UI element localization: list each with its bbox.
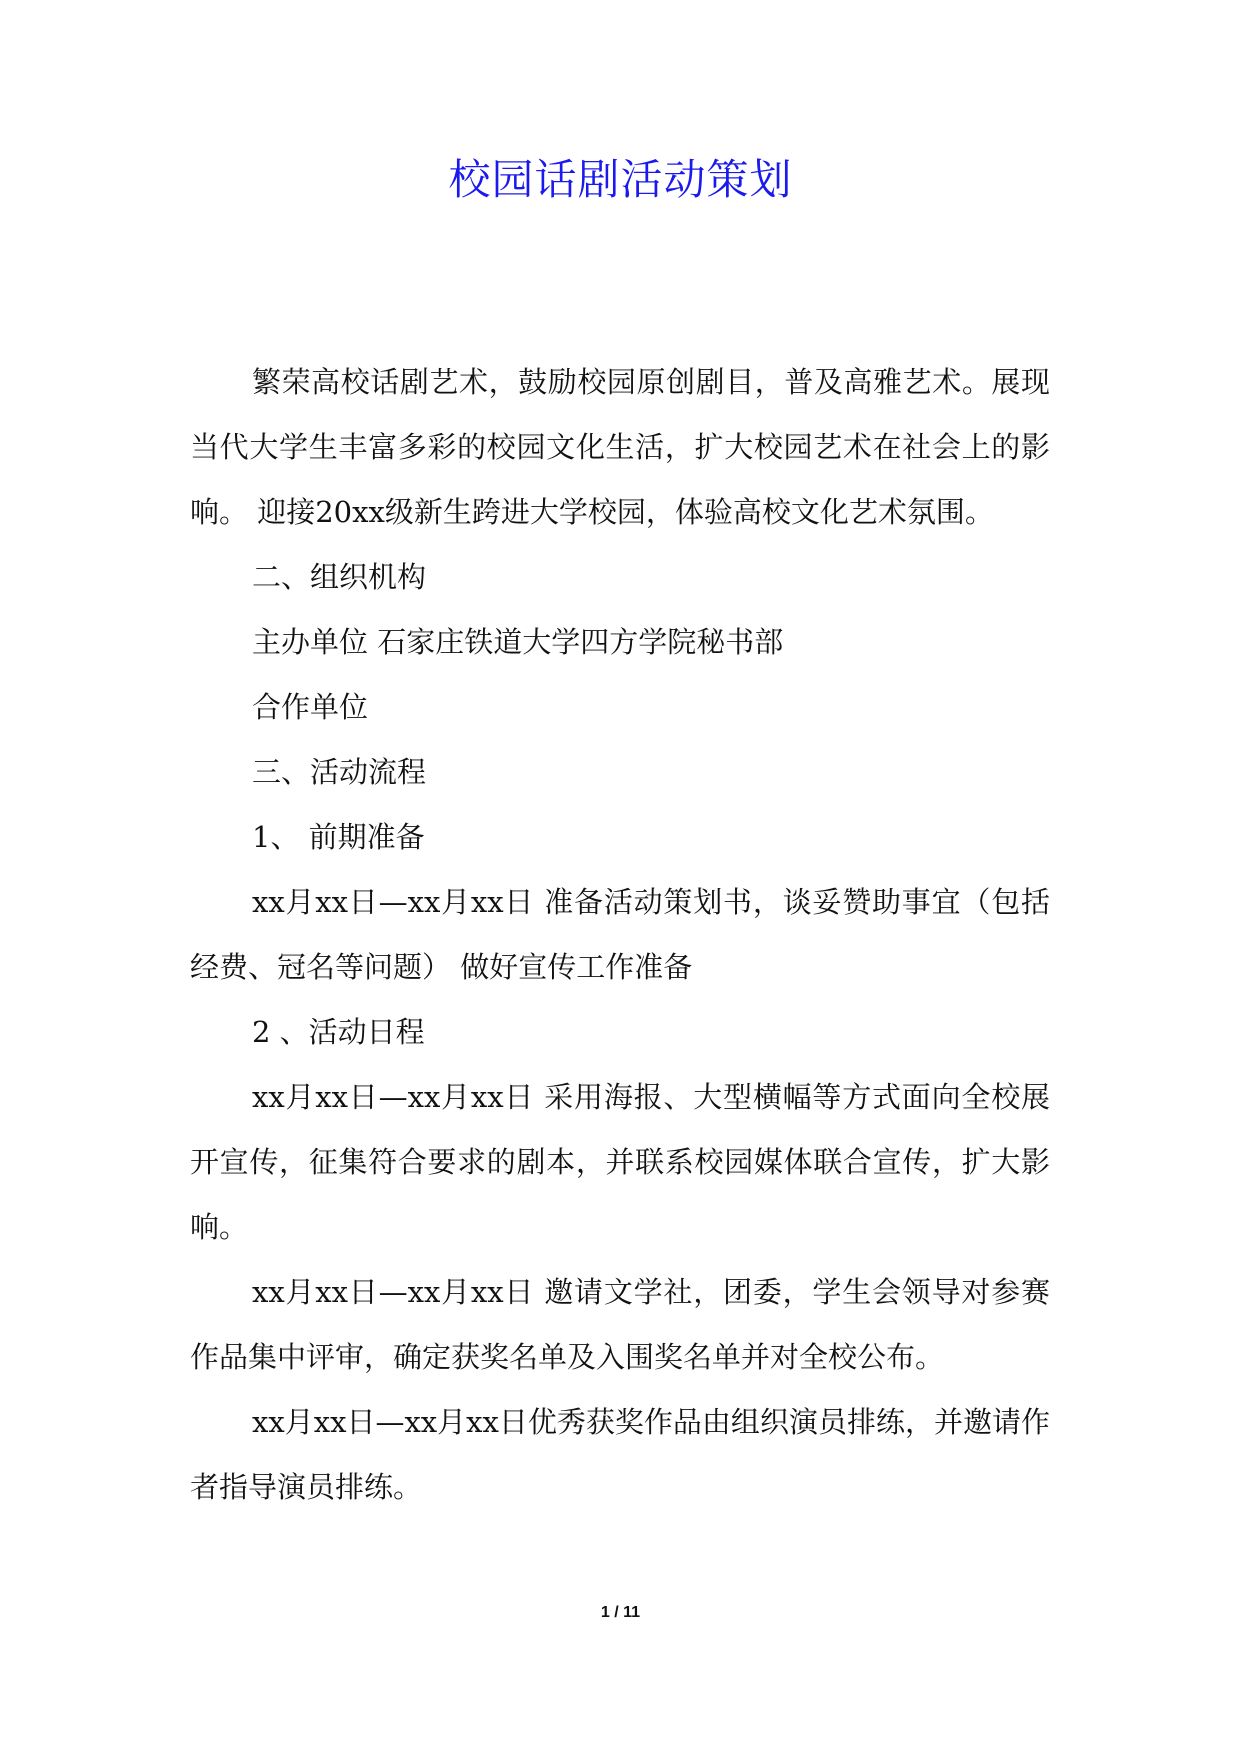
document-title: 校园话剧活动策划 bbox=[448, 155, 793, 204]
document-body bbox=[190, 350, 1050, 1520]
schedule-paragraph-rehearsal: xx月xx日—xx月xx日优秀获奖作品由组织演员排练，并邀请作者指导演员排练。 bbox=[190, 1405, 1050, 1504]
section-heading-organization: 二、组织机构 bbox=[252, 560, 427, 594]
section-heading-process: 三、活动流程 bbox=[252, 755, 427, 789]
page-number: 1 / 11 bbox=[600, 1604, 641, 1621]
schedule-paragraph-publicity: xx月xx日—xx月xx日 采用海报、大型横幅等方式面向全校展开宣传，征集符合要求的剧本，并联系校园媒体联合宣传，扩大影响。 bbox=[190, 1080, 1050, 1244]
host-unit-line: 主办单位 石家庄铁道大学四方学院秘书部 bbox=[252, 625, 784, 659]
intro-paragraph: 繁荣高校话剧艺术，鼓励校园原创剧目，普及高雅艺术。展现当代大学生丰富多彩的校园文化生活，扩大校园艺术在社会上的影响。 迎接20xx级新生跨进大学校园，体验高校文化艺术氛围。 bbox=[190, 365, 1050, 529]
preparation-paragraph: xx月xx日—xx月xx日 准备活动策划书，谈妥赞助事宜（包括经费、冠名等问题） 做好宣传工作准备 bbox=[190, 885, 1050, 984]
subheading-schedule: 2 、活动日程 bbox=[252, 1015, 425, 1049]
schedule-paragraph-review: xx月xx日—xx月xx日 邀请文学社，团委，学生会领导对参赛作品集中评审，确定获奖名单及入围奖名单并对全校公布。 bbox=[190, 1275, 1050, 1374]
subheading-preparation: 1、 前期准备 bbox=[252, 820, 425, 854]
partner-unit-line: 合作单位 bbox=[252, 690, 369, 724]
